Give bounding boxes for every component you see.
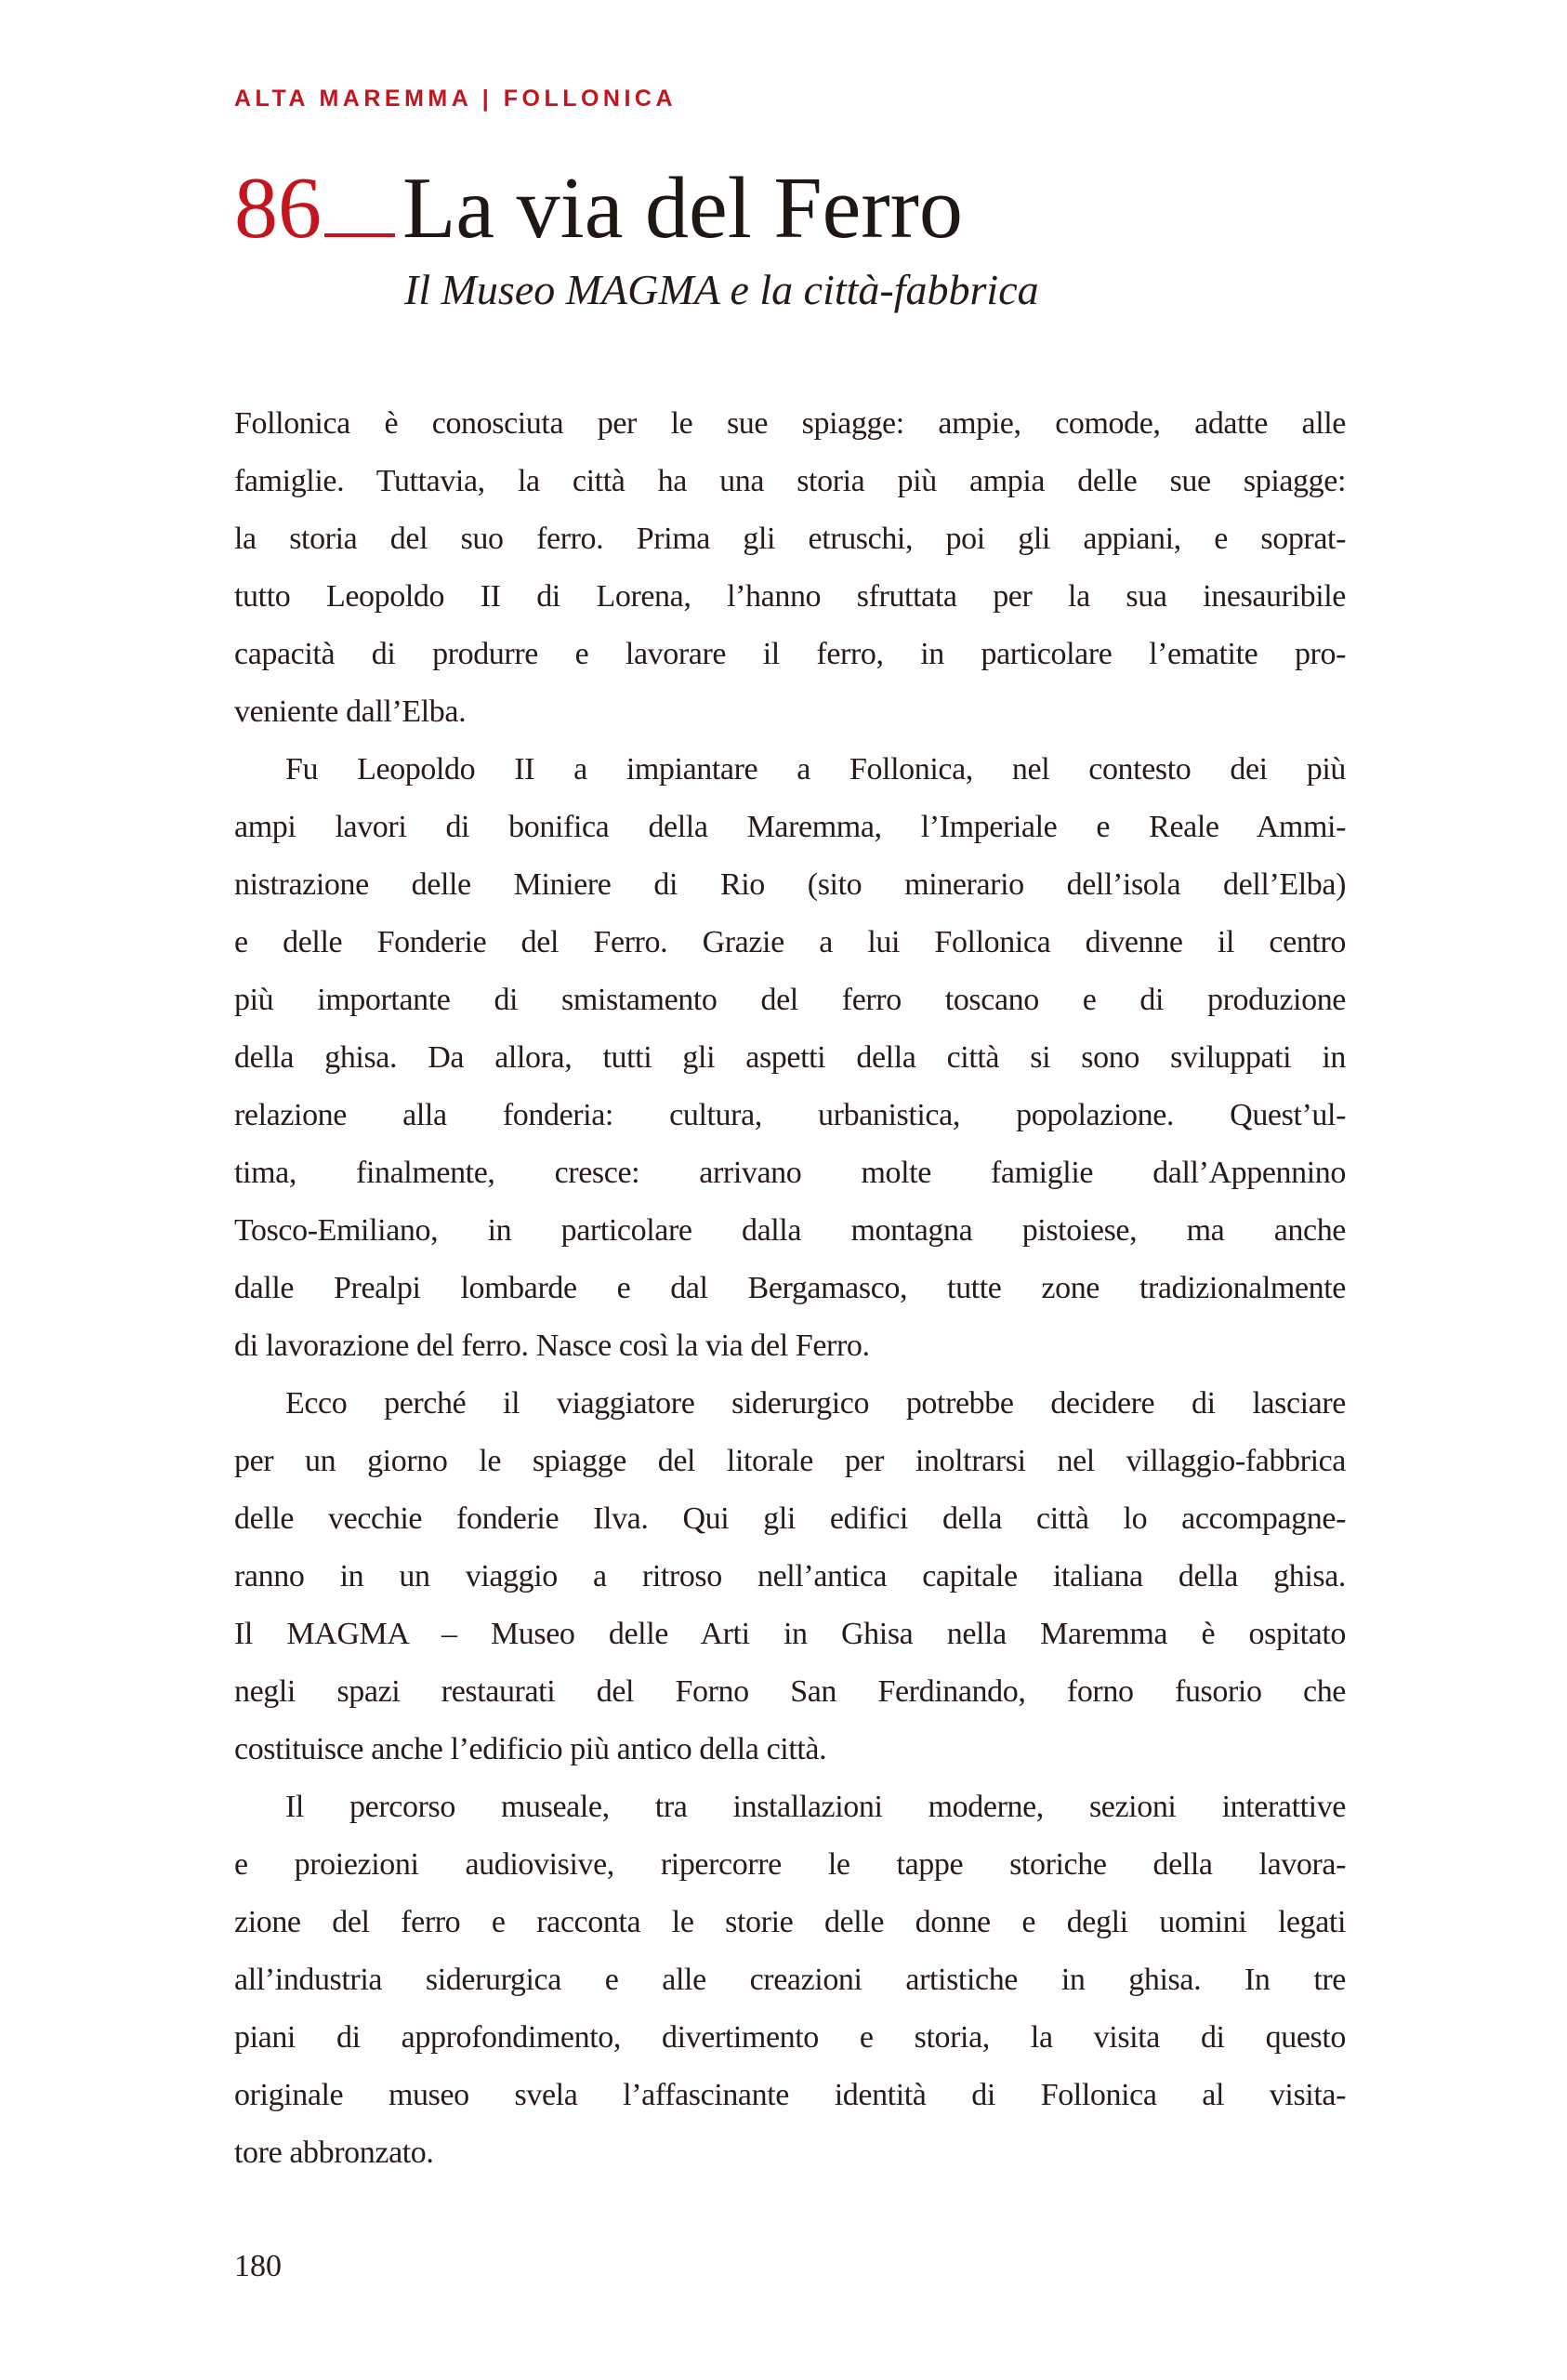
body-line: dalle Prealpi lombarde e dal Bergamasco, tutte zone tradizionalmente	[234, 1271, 1346, 1305]
body-line: e delle Fonderie del Ferro. Grazie a lui Follonica divenne il centro	[234, 925, 1346, 959]
body-line: capacità di produrre e lavorare il ferro, in particolare l’ematite pro-	[234, 637, 1346, 671]
body-line: Fu Leopoldo II a impiantare a Follonica, nel contesto dei più	[285, 752, 1346, 787]
paragraph	[234, 741, 1346, 1375]
body-line: Il percorso museale, tra installazioni moderne, sezioni interattive	[285, 1790, 1346, 1824]
paragraph	[234, 1778, 1346, 2182]
body-line: negli spazi restaurati del Forno San Ferdinando, forno fusorio che	[234, 1674, 1346, 1709]
paragraph	[234, 1375, 1346, 1778]
body-line: nistrazione delle Miniere di Rio (sito minerario dell’isola dell’Elba)	[234, 867, 1346, 902]
body-line: famiglie. Tuttavia, la città ha una storia più ampia delle sue spiagge:	[234, 464, 1346, 498]
body-line: e proiezioni audiovisive, ripercorre le tappe storiche della lavora-	[234, 1847, 1346, 1882]
title-underscore-rule	[324, 231, 395, 237]
chapter-subtitle: Il Museo MAGMA e la città-fabbrica	[404, 266, 1039, 313]
body-line: più importante di smistamento del ferro toscano e di produzione	[234, 983, 1346, 1017]
chapter-title-text: La via del Ferro	[402, 160, 963, 257]
body-line: zione del ferro e racconta le storie delle donne e degli uomini legati	[234, 1905, 1346, 1939]
body-line: Follonica è conosciuta per le sue spiagge: ampie, comode, adatte alle	[234, 406, 1346, 441]
body-line: Ecco perché il viaggiatore siderurgico potrebbe decidere di lasciare	[285, 1386, 1346, 1421]
body-line: Tosco-Emiliano, in particolare dalla montagna pistoiese, ma anche	[234, 1213, 1346, 1248]
body-line: Il MAGMA – Museo delle Arti in Ghisa nella Maremma è ospitato	[234, 1617, 1346, 1651]
body-line: per un giorno le spiagge del litorale per inoltrarsi nel villaggio-fabbrica	[234, 1444, 1346, 1478]
page-number: 180	[234, 2249, 282, 2283]
chapter-title	[234, 160, 963, 257]
body-line: di lavorazione del ferro. Nasce così la via del Ferro.	[234, 1329, 870, 1363]
body-line: costituisce anche l’edificio più antico della città.	[234, 1732, 827, 1766]
body-line: all’industria siderurgica e alle creazioni artistiche in ghisa. In tre	[234, 1963, 1346, 1997]
body-line: tima, finalmente, cresce: arrivano molte famiglie dall’Appennino	[234, 1156, 1346, 1190]
body-line: piani di approfondimento, divertimento e storia, la visita di questo	[234, 2020, 1346, 2055]
body-line: originale museo svela l’affascinante identità di Follonica al visita-	[234, 2078, 1346, 2112]
body-line: ranno in un viaggio a ritroso nell’antica capitale italiana della ghisa.	[234, 1559, 1346, 1593]
body-line: della ghisa. Da allora, tutti gli aspetti della città si sono sviluppati in	[234, 1040, 1346, 1075]
body-line: tutto Leopoldo II di Lorena, l’hanno sfruttata per la sua inesauribile	[234, 579, 1346, 614]
chapter-number: 86	[234, 160, 322, 257]
body-line: veniente dall’Elba.	[234, 694, 467, 729]
section-kicker: ALTA MAREMMA | FOLLONICA	[234, 86, 678, 112]
body-text	[234, 395, 1346, 2182]
body-line: ampi lavori di bonifica della Maremma, l’Imperiale e Reale Ammi-	[234, 810, 1346, 844]
paragraph	[234, 395, 1346, 741]
body-line: relazione alla fonderia: cultura, urbanistica, popolazione. Quest’ul-	[234, 1098, 1346, 1132]
body-line: delle vecchie fonderie Ilva. Qui gli edifici della città lo accompagne-	[234, 1501, 1346, 1536]
body-line: la storia del suo ferro. Prima gli etruschi, poi gli appiani, e soprat-	[234, 522, 1346, 556]
body-line: tore abbronzato.	[234, 2135, 434, 2170]
